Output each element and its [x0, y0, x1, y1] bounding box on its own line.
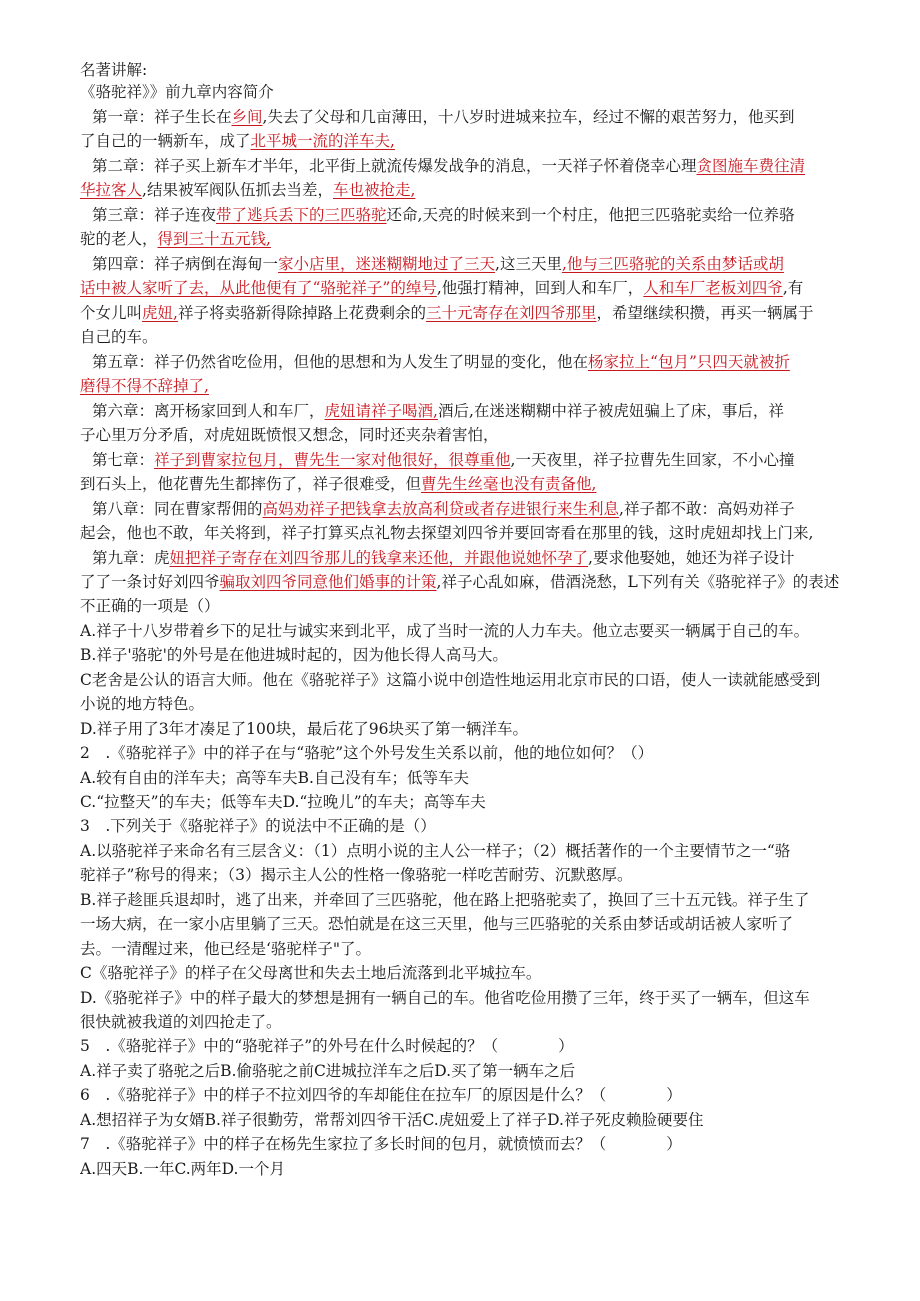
doc-subtitle: 《骆驼祥》》前九章内容简介 — [80, 83, 274, 101]
question-2-stem: 2 .《骆驼祥子》中的祥子在与“骆驼”这个外号发生关系以前，他的地位如何？（） — [80, 744, 654, 762]
question-1-option-c-line-2: 小说的地方特色。 — [80, 695, 205, 713]
chapter-5-line-2 — [80, 376, 880, 396]
chapter-2-line-1: 第二章：祥子买上新车才半年，北平街上就流传爆发战争的消息，一天祥子怀着侥幸心理贪图施车费往清 — [92, 157, 806, 175]
highlight: 人和车厂老板刘四爷 — [643, 279, 783, 297]
chapter-2-line-2: 华拉客人,结果被军阀队伍抓去当差，车也被抢走, — [80, 181, 416, 199]
question-3-option-c: C《骆驼祥子》的样子在父母离世和失去土地后流落到北平城拉车。 — [80, 964, 542, 982]
highlight: 带了逃兵丢下的三匹骆驼 — [216, 206, 387, 224]
question-3-stem: 3 .下列关于《骆驼祥子》的说法中不正确的是（） — [80, 817, 436, 835]
chapter-9-line-1: 第九章：虎妞把祥子寄存在刘四爷那儿的钱拿来还他，并跟他说她怀孕了,要求他娶她，她还为祥子设计 — [92, 549, 795, 567]
chapter-8-line-1: 第八章：同在曹家帮佣的高妈劝祥子把钱拿去放高利贷或者存进银行来生利息,祥子都不敢：高妈劝祥子 — [92, 500, 795, 518]
question-3-option-b-line-3: 去。一清醒过来，他已经是‘骆驼样子"了。 — [80, 940, 372, 958]
question-5-options: A.祥子卖了骆驼之后B.偷骆驼之前C进城拉洋车之后D.买了第一辆车之后 — [80, 1062, 576, 1080]
chapter-6-line-1: 第六章：离开杨家回到人和车厂，虎妞请祥子喝酒,酒后,在迷迷糊糊中祥子被虎妞骗上了床，事后，祥 — [92, 402, 784, 420]
chapter-1-line-2: 了自己的一辆新车，成了北平城一流的洋车夫, — [80, 132, 395, 150]
doc-title: 名著讲解: — [80, 61, 148, 79]
question-3-option-b-line-1: B.祥子趁匪兵退却时，逃了出来，并牵回了三匹骆驼，他在路上把骆驼卖了，换回了三十五元钱。祥子生了 — [80, 891, 810, 909]
highlight: 家小店里，迷迷糊糊地过了三天 — [278, 255, 496, 273]
highlight: 北平城一流的洋车夫, — [250, 132, 395, 150]
question-1-option-a: A.祥子十八岁带着乡下的足壮与诚实来到北平，成了当时一流的人力车夫。他立志要买一辆属于自己的车。 — [80, 622, 810, 640]
question-1-option-b: B.祥子'骆驼'的外号是在他进城时起的，因为他长得人高马大。 — [80, 646, 508, 664]
highlight: 杨家拉上“包月”只四天就被折 — [588, 353, 790, 371]
highlight: 话中被人家听了去，从此他便有了“骆驼祥子”的绰号 — [80, 279, 437, 297]
highlight: 虎妞, — [142, 304, 178, 322]
highlight: 华拉客人 — [80, 181, 143, 199]
chapter-1-line-1: 第一章：祥子生长在乡间,失去了父母和几亩薄田，十八岁时进城来拉车，经过不懈的艰苦努力，他买到 — [92, 108, 795, 126]
question-6-options: A.想招祥子为女婿B.祥子很勤劳，常帮刘四爷干活C.虎妞爱上了祥子D.祥子死皮赖脸硬要住 — [80, 1111, 704, 1129]
highlight: 车也被抢走, — [332, 181, 416, 199]
highlight: 高妈劝祥子把钱拿去放高利贷或者存进银行来生利息 — [262, 500, 620, 518]
chapter-4-line-2: 话中被人家听了去，从此他便有了“骆驼祥子”的绰号,他强打精神，回到人和车厂，人和车厂老板刘四爷,有 — [80, 279, 804, 297]
highlight: 贪图施车费往清 — [696, 157, 806, 175]
chapter-8-line-2: 起会，他也不敢，年关将到，祥子打算买点礼物去探望刘四爷并要回寄看在那里的钱，这时虎妞却找上门来, — [80, 524, 814, 542]
chapter-3-line-2: 驼的老人，得到三十五元钱, — [80, 230, 271, 248]
highlight: 得到三十五元钱, — [157, 230, 271, 248]
question-2-options-ab: A.较有自由的洋车夫；高等车夫B.自己没有车；低等车夫 — [80, 769, 469, 787]
chapter-7-line-1: 第七章：祥子到曹家拉包月，曹先生一家对他很好，很尊重他,一天夜里，祥子拉曹先生回家，不小心撞 — [92, 451, 795, 469]
highlight: 祥子到曹家拉包月，曹先生一家对他很好，很尊重他 — [154, 451, 511, 469]
question-3-option-b-line-2: 一场大病，在一家小店里躺了三天。恐怕就是在这三天里，他与三匹骆驼的关系由梦话或胡话被人家听了 — [80, 915, 794, 933]
chapter-9-line-2: 了了一条讨好刘四爷骗取刘四爷同意他们婚事的计策,祥子心乱如麻，借酒浇愁，L下列有关《骆驼祥子》的表述 — [80, 573, 840, 591]
chapter-4-line-1: 第四章：祥子病倒在海甸一家小店里，迷迷糊糊地过了三天,这三天里,他与三匹骆驼的关系由梦话或胡 — [92, 255, 784, 273]
question-7-options: A.四天B.一年C.两年D.一个月 — [80, 1160, 285, 1178]
question-3-option-a-line-2: 驼祥子”称号的得来；（3）揭示主人公的性格一像骆驼一样吃苦耐劳、沉默憨厚。 — [80, 866, 633, 884]
chapter-3-line-1: 第三章：祥子连夜带了逃兵丢下的三匹骆驼还命,天亮的时候来到一个村庄，他把三匹骆驼卖给一位养骆 — [92, 206, 795, 224]
question-3-option-a-line-1: A.以骆驼祥子来命名有三层含义：（1）点明小说的主人公一样子；（2）概括著作的一个主要情节之一“骆 — [80, 842, 791, 860]
highlight: ,他与三匹骆驼的关系由梦话或胡 — [561, 255, 784, 273]
question-6-stem: 6 .《骆驼祥子》中的样子不拉刘四爷的车却能住在拉车厂的原因是什么？（ ） — [80, 1086, 682, 1104]
question-3-option-d-line-1: D.《骆驼祥子》中的样子最大的梦想是拥有一辆自己的车。他省吃俭用攒了三年，终于买了一辆车，但这车 — [80, 989, 810, 1007]
highlight: 妞把祥子寄存在刘四爷那儿的钱拿来还他，并跟他说她怀孕了 — [169, 549, 589, 567]
chapter-9-line-3: 不正确的一项是（） — [80, 597, 220, 615]
highlight: 骗取刘四爷同意他们婚事的计策 — [219, 573, 437, 591]
chapter-4-line-3: 个女儿叫虎妞,祥子将卖骆新得除掉路上花费剩余的三十元寄存在刘四爷那里，希望继续积攒，再买一辆属于 — [80, 304, 814, 322]
question-2-options-cd: C.“拉整天”的车夫；低等车夫D.“拉晚儿”的车夫；高等车夫 — [80, 793, 486, 811]
question-1-option-c-line-1: C老舍是公认的语言大师。他在《骆驼祥子》这篇小说中创造性地运用北京市民的口语，使人一读就能感受到 — [80, 671, 821, 689]
question-7-stem: 7 .《骆驼祥子》中的样子在杨先生家拉了多长时间的包月，就愤愤而去？（ ） — [80, 1135, 682, 1153]
chapter-5-line-1: 第五章：祥子仍然省吃俭用，但他的思想和为人发生了明显的变化，他在杨家拉上“包月”只四天就被折 — [92, 353, 790, 371]
highlight: 磨得不得不辞掉了, — [80, 377, 209, 395]
chapter-7-line-2: 到石头上，他花曹先生都摔伤了，祥子很难受，但曹先生丝毫也没有责备他, — [80, 475, 597, 493]
question-1-option-d: D.祥子用了3年才凑足了100块，最后花了96块买了第一辆洋车。 — [80, 720, 528, 738]
highlight: 虎妞请祥子喝酒, — [324, 402, 438, 420]
highlight: 乡间 — [231, 108, 263, 126]
question-3-option-d-line-2: 很快就被我道的刘四抢走了。 — [80, 1013, 282, 1031]
highlight: 三十元寄存在刘四爷那里 — [425, 304, 597, 322]
chapter-4-line-4: 自己的车。 — [80, 328, 158, 346]
highlight: 曹先生丝毫也没有责备他, — [421, 475, 597, 493]
chapter-6-line-2: 子心里万分矛盾，对虎妞既愤恨又想念，同时还夹杂着害怕， — [80, 426, 499, 444]
question-5-stem: 5 .《骆驼祥子》中的“骆驼祥子”的外号在什么时候起的？（ ） — [80, 1037, 574, 1055]
